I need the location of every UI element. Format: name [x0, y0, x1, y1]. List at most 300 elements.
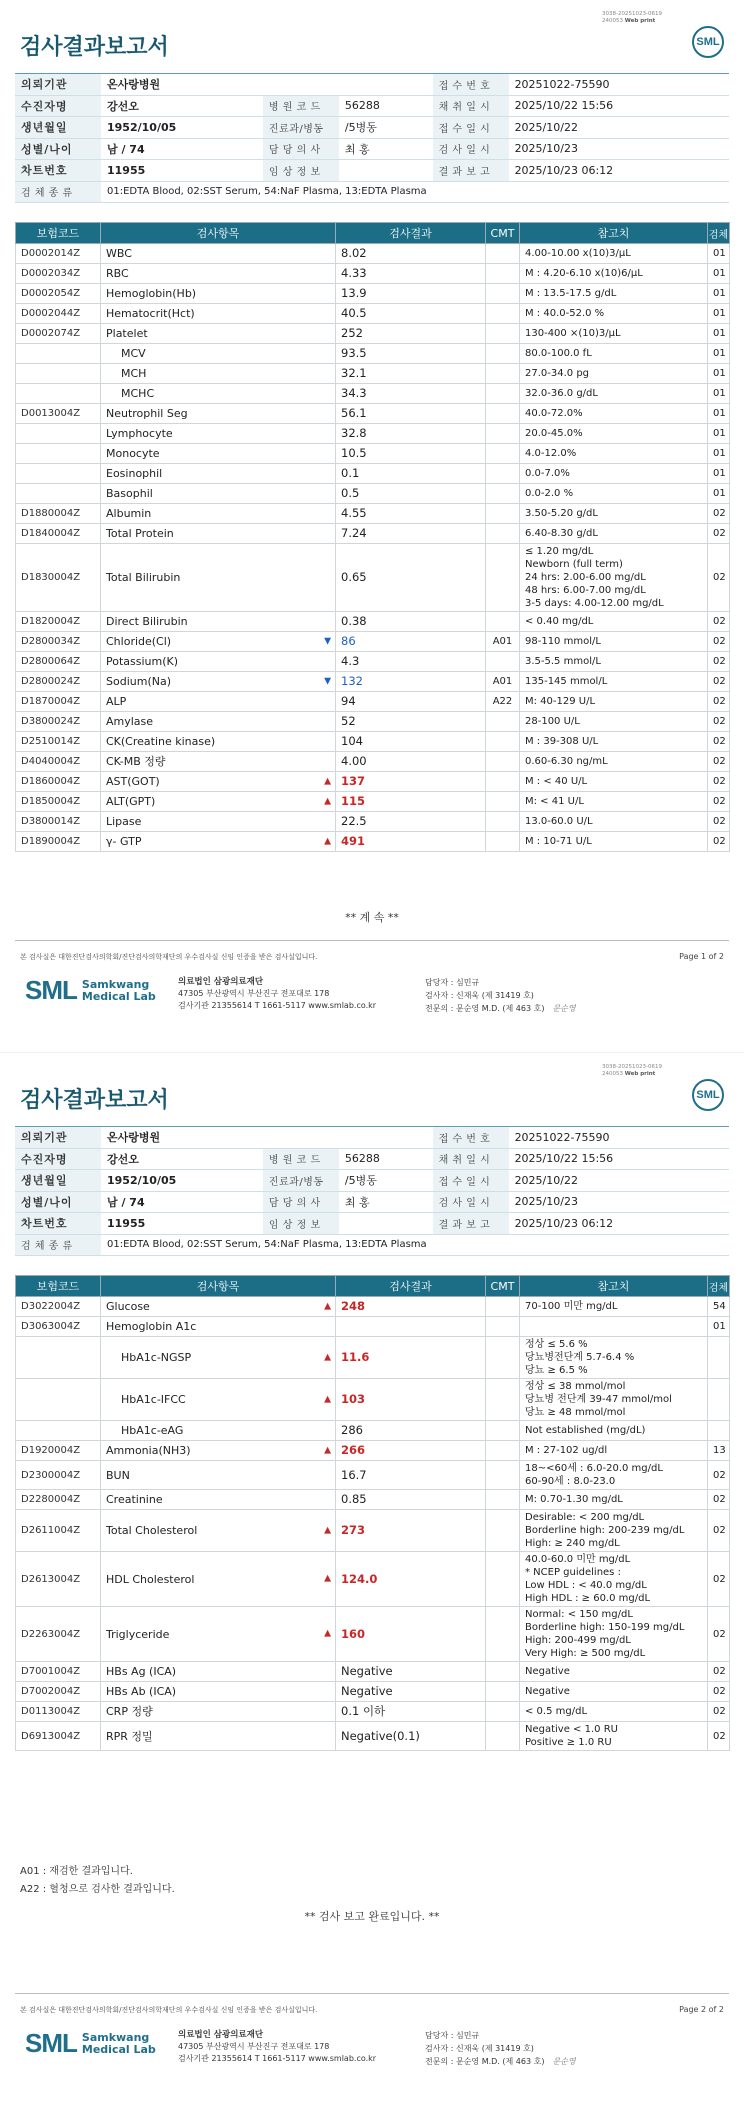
specimen-code: 02: [708, 544, 730, 612]
reference-range: M : 40.0-52.0 %: [520, 304, 708, 324]
specimen-code: 01: [708, 1317, 730, 1337]
signature: 문순영: [552, 1004, 576, 1013]
insurance-code: D1890004Z: [16, 832, 101, 852]
specimen-code: 02: [708, 652, 730, 672]
test-name: MCV: [121, 347, 146, 360]
reference-range: 6.40-8.30 g/dL: [520, 524, 708, 544]
test-result: 0.1: [336, 464, 486, 484]
test-name: MCHC: [121, 387, 155, 400]
result-row: [16, 1490, 730, 1510]
reference-range: Negative < 1.0 RU Positive ≥ 1.0 RU: [520, 1722, 708, 1751]
result-row: [16, 464, 730, 484]
insurance-code: [16, 1421, 101, 1441]
specimen-code: 02: [708, 1722, 730, 1751]
test-name: RPR 정밀: [106, 1729, 153, 1743]
insurance-code: D1920004Z: [16, 1441, 101, 1461]
specimen-code: 01: [708, 344, 730, 364]
insurance-code: D0013004Z: [16, 404, 101, 424]
specimen-code: 13: [708, 1441, 730, 1461]
reference-range: 4.00-10.00 x(10)3/μL: [520, 244, 708, 264]
test-result: 0.1 이하: [336, 1702, 486, 1722]
test-name: Neutrophil Seg: [106, 407, 188, 420]
reference-range: M : 27-102 ug/dl: [520, 1441, 708, 1461]
insurance-code: D2800034Z: [16, 632, 101, 652]
result-row: [16, 304, 730, 324]
result-row: [16, 632, 730, 652]
comment-code: [486, 1662, 520, 1682]
reference-range: < 0.40 mg/dL: [520, 612, 708, 632]
result-row: [16, 324, 730, 344]
report-complete-note: ** 검사 보고 완료입니다. **: [304, 1910, 440, 1923]
specimen-code: 02: [708, 692, 730, 712]
test-name: Glucose: [106, 1300, 150, 1313]
high-flag-icon: ▲: [324, 1301, 331, 1311]
results-body-page-2: [16, 1297, 730, 1751]
test-name: Chloride(Cl): [106, 635, 172, 648]
high-flag-icon: ▲: [324, 1628, 331, 1639]
test-name: Total Protein: [106, 527, 174, 540]
comment-code: [486, 772, 520, 792]
comment-code: [486, 544, 520, 612]
test-name: Lipase: [106, 815, 142, 828]
insurance-code: D3063004Z: [16, 1317, 101, 1337]
high-flag-icon: ▲: [324, 796, 331, 806]
reference-range: 70-100 미만 mg/dL: [520, 1297, 708, 1317]
specimen-code: 02: [708, 524, 730, 544]
reference-range: 3.50-5.20 g/dL: [520, 504, 708, 524]
reference-range: [520, 1317, 708, 1337]
comment-code: [486, 832, 520, 852]
comment-code: [486, 504, 520, 524]
result-row: [16, 444, 730, 464]
insurance-code: D1870004Z: [16, 692, 101, 712]
specimen-code: 02: [708, 1702, 730, 1722]
test-name: AST(GOT): [106, 775, 160, 788]
test-result: 13.9: [336, 284, 486, 304]
insurance-code: D2300004Z: [16, 1461, 101, 1490]
result-row: [16, 1337, 730, 1379]
reference-range: 32.0-36.0 g/dL: [520, 384, 708, 404]
reference-range: 20.0-45.0%: [520, 424, 708, 444]
test-result: 32.8: [336, 424, 486, 444]
high-flag-icon: ▲: [324, 1352, 331, 1362]
specimen-code: 02: [708, 1490, 730, 1510]
test-name: γ- GTP: [106, 835, 142, 848]
result-row: [16, 1662, 730, 1682]
report-page-2: [0, 1052, 744, 2104]
comment-code: A01: [486, 672, 520, 692]
footer-logo: SML Samkwang Medical Lab: [25, 2028, 156, 2058]
comment-code: [486, 1682, 520, 1702]
test-result: 4.33: [336, 264, 486, 284]
result-row: [16, 424, 730, 444]
high-flag-icon: ▲: [324, 1394, 331, 1404]
result-row: [16, 1552, 730, 1607]
test-name: Hemoglobin(Hb): [106, 287, 197, 300]
comment-code: [486, 732, 520, 752]
report-title: 검사결과보고서: [20, 35, 169, 60]
reference-range: 0.0-2.0 %: [520, 484, 708, 504]
test-result: 11.6: [336, 1337, 486, 1379]
test-result: 286: [336, 1421, 486, 1441]
reference-range: M : 13.5-17.5 g/dL: [520, 284, 708, 304]
test-name: BUN: [106, 1468, 130, 1482]
result-row: [16, 732, 730, 752]
test-result: 4.3: [336, 652, 486, 672]
organization-info: 의료법인 삼광의료재단 47305 부산광역시 부산진구 전포대로 178 검사기관 21355614 T 1661-5117 www.smlab.co.kr: [178, 2030, 377, 2063]
insurance-code: D0002014Z: [16, 244, 101, 264]
insurance-code: D2611004Z: [16, 1510, 101, 1552]
reference-range: 정상 ≤ 5.6 % 당뇨병전단계 5.7-6.4 % 당뇨 ≥ 6.5 %: [520, 1337, 708, 1379]
test-result: 104: [336, 732, 486, 752]
comment-code: [486, 324, 520, 344]
specimen-code: 02: [708, 832, 730, 852]
reference-range: < 0.5 mg/dL: [520, 1702, 708, 1722]
insurance-code: D1830004Z: [16, 544, 101, 612]
result-row: [16, 244, 730, 264]
certification-note: 본 검사실은 대한진단검사의학회/진단검사의학재단의 우수검사실 신임 인증을 받은 검사실입니다.: [20, 953, 318, 961]
comment-notes: A01 : 재검한 결과입니다. A22 : 혈청으로 검사한 결과입니다.: [20, 1866, 175, 1895]
test-name: Total Cholesterol: [106, 1524, 198, 1537]
reference-range: 135-145 mmol/L: [520, 672, 708, 692]
footer-divider: [15, 940, 729, 941]
high-flag-icon: ▲: [324, 776, 331, 786]
result-row: [16, 264, 730, 284]
comment-code: [486, 792, 520, 812]
comment-code: [486, 244, 520, 264]
reference-range: 0.60-6.30 ng/mL: [520, 752, 708, 772]
reference-range: Negative: [520, 1662, 708, 1682]
test-result: 132: [336, 672, 486, 692]
insurance-code: D0002054Z: [16, 284, 101, 304]
specimen-code: 02: [708, 732, 730, 752]
test-name: WBC: [106, 247, 132, 260]
specimen-code: 02: [708, 1607, 730, 1662]
insurance-code: D0113004Z: [16, 1702, 101, 1722]
insurance-code: D2800064Z: [16, 652, 101, 672]
comment-code: [486, 484, 520, 504]
test-name: Hemoglobin A1c: [106, 1320, 197, 1333]
reference-range: Desirable: < 200 mg/dL Borderline high: 200-239 mg/dL High: ≥ 240 mg/dL: [520, 1510, 708, 1552]
insurance-code: D1880004Z: [16, 504, 101, 524]
test-result: 103: [336, 1379, 486, 1421]
insurance-code: D2280004Z: [16, 1490, 101, 1510]
footer-logo: SML Samkwang Medical Lab: [25, 975, 156, 1005]
test-result: 10.5: [336, 444, 486, 464]
test-result: Negative(0.1): [336, 1722, 486, 1751]
specimen-code: 01: [708, 284, 730, 304]
result-row: [16, 692, 730, 712]
patient-info-table: 의뢰기관 온사랑병원 접 수 번 호 20251022-75590 수진자명 강선오 병 원 코 드 56288 채 취 일 시 2025/10/22 15:56 생년월일 1952/10/05 진료과/병동 /5병동 접 수 일 시 2025/10/22 성별/나이 남 / 74 담 당 의 사 최 홍 검 사 일 시 2025/10/23 차트번호 11955 임 상 정 보 결 과 보 고 2025/10/23 06:12 검 체 종 류 01:EDTA Blood, 02:SST Serum, 54:NaF Plasma, 13:EDTA Plasma: [15, 1126, 729, 1256]
comment-code: [486, 1552, 520, 1607]
specimen-code: 02: [708, 752, 730, 772]
comment-code: [486, 364, 520, 384]
test-name: Ammonia(NH3): [106, 1444, 191, 1457]
comment-code: [486, 1461, 520, 1490]
test-name: Creatinine: [106, 1493, 163, 1506]
reference-range: 4.0-12.0%: [520, 444, 708, 464]
low-flag-icon: ▼: [324, 676, 331, 686]
reference-range: 18~<60세 : 6.0-20.0 mg/dL 60-90세 : 8.0-23.0: [520, 1461, 708, 1490]
result-row: [16, 652, 730, 672]
specimen-code: 02: [708, 632, 730, 652]
comment-code: [486, 444, 520, 464]
comment-code: [486, 464, 520, 484]
staff-info: 담당자 : 심민규 검사자 : 신재욱 (제 31419 호) 전문의 : 문순영 M.D. (제 463 호) 문순영: [425, 978, 576, 1013]
specimen-code: 01: [708, 464, 730, 484]
reference-range: 80.0-100.0 fL: [520, 344, 708, 364]
result-row: [16, 1379, 730, 1421]
result-row: [16, 1682, 730, 1702]
comment-code: [486, 1317, 520, 1337]
certification-note: 본 검사실은 대한진단검사의학회/진단검사의학재단의 우수검사실 신임 인증을 받은 검사실입니다.: [20, 2006, 318, 2014]
high-flag-icon: ▲: [324, 1525, 331, 1535]
result-row: [16, 772, 730, 792]
test-name: Amylase: [106, 715, 154, 728]
test-result: [336, 1317, 486, 1337]
insurance-code: D1820004Z: [16, 612, 101, 632]
test-result: 0.38: [336, 612, 486, 632]
high-flag-icon: ▲: [324, 836, 331, 846]
results-body-page-1: [16, 244, 730, 852]
test-name: HDL Cholesterol: [106, 1572, 195, 1586]
low-flag-icon: ▼: [324, 636, 331, 646]
insurance-code: [16, 1379, 101, 1421]
specimen-code: 02: [708, 504, 730, 524]
test-name: Eosinophil: [106, 467, 163, 480]
comment-code: [486, 812, 520, 832]
result-row: [16, 284, 730, 304]
comment-code: [486, 344, 520, 364]
comment-code: [486, 264, 520, 284]
continue-note: ** 계 속 **: [345, 911, 399, 924]
staff-info: 담당자 : 심민규 검사자 : 신재욱 (제 31419 호) 전문의 : 문순영 M.D. (제 463 호) 문순영: [425, 2031, 576, 2066]
specimen-code: 02: [708, 1510, 730, 1552]
comment-code: [486, 1702, 520, 1722]
comment-code: [486, 524, 520, 544]
comment-code: [486, 752, 520, 772]
test-result: 273: [336, 1510, 486, 1552]
specimen-code: [708, 1379, 730, 1421]
reference-range: M: 0.70-1.30 mg/dL: [520, 1490, 708, 1510]
test-name: Platelet: [106, 327, 148, 340]
reference-range: M: < 41 U/L: [520, 792, 708, 812]
comment-code: [486, 1297, 520, 1317]
insurance-code: D0002044Z: [16, 304, 101, 324]
specimen-code: 02: [708, 1682, 730, 1702]
test-result: 16.7: [336, 1461, 486, 1490]
test-result: 266: [336, 1441, 486, 1461]
result-row: [16, 1461, 730, 1490]
reference-range: 13.0-60.0 U/L: [520, 812, 708, 832]
result-row: [16, 832, 730, 852]
insurance-code: [16, 444, 101, 464]
test-name: Hematocrit(Hct): [106, 307, 195, 320]
specimen-code: 01: [708, 404, 730, 424]
test-result: Negative: [336, 1662, 486, 1682]
test-result: 0.85: [336, 1490, 486, 1510]
specimen-code: [708, 1421, 730, 1441]
comment-code: [486, 1490, 520, 1510]
test-name: Lymphocyte: [106, 427, 173, 440]
specimen-code: [708, 1337, 730, 1379]
insurance-code: [16, 384, 101, 404]
result-row: [16, 404, 730, 424]
patient-info-table: 의뢰기관 온사랑병원 접 수 번 호 20251022-75590 수진자명 강선오 병 원 코 드 56288 채 취 일 시 2025/10/22 15:56 생년월일 1952/10/05 진료과/병동 /5병동 접 수 일 시 2025/10/22 성별/나이 남 / 74 담 당 의 사 최 홍 검 사 일 시 2025/10/23 차트번호 11955 임 상 정 보 결 과 보 고 2025/10/23 06:12 검 체 종 류 01:EDTA Blood, 02:SST Serum, 54:NaF Plasma, 13:EDTA Plasma: [15, 73, 729, 203]
reference-range: M: 40-129 U/L: [520, 692, 708, 712]
page-number: Page 2 of 2: [679, 2005, 724, 2014]
reference-range: Negative: [520, 1682, 708, 1702]
specimen-code: 01: [708, 324, 730, 344]
report-title: 검사결과보고서: [20, 1088, 169, 1113]
reference-range: 3.5-5.5 mmol/L: [520, 652, 708, 672]
reference-range: M : 39-308 U/L: [520, 732, 708, 752]
institution-value: 온사랑병원: [101, 74, 433, 96]
receipt-no-value: 20251022-75590: [509, 74, 729, 96]
insurance-code: [16, 1337, 101, 1379]
insurance-code: [16, 464, 101, 484]
comment-code: [486, 1379, 520, 1421]
test-name: ALP: [106, 695, 127, 708]
comment-code: [486, 652, 520, 672]
insurance-code: D2613004Z: [16, 1552, 101, 1607]
result-row: [16, 1317, 730, 1337]
reference-range: M : < 40 U/L: [520, 772, 708, 792]
specimen-code: 54: [708, 1297, 730, 1317]
result-row: [16, 1722, 730, 1751]
result-row: [16, 524, 730, 544]
insurance-code: [16, 364, 101, 384]
test-result: 93.5: [336, 344, 486, 364]
organization-info: 의료법인 삼광의료재단 47305 부산광역시 부산진구 전포대로 178 검사기관 21355614 T 1661-5117 www.smlab.co.kr: [178, 977, 377, 1010]
reference-range: 정상 ≤ 38 mmol/mol 당뇨병 전단계 39-47 mmol/mol 당뇨 ≥ 48 mmol/mol: [520, 1379, 708, 1421]
reference-range: M : 10-71 U/L: [520, 832, 708, 852]
sml-logo: SML: [692, 1079, 724, 1111]
test-name: CK-MB 정량: [106, 755, 166, 768]
test-name: HBs Ab (ICA): [106, 1685, 177, 1698]
test-result: 56.1: [336, 404, 486, 424]
specimen-code: 01: [708, 304, 730, 324]
specimen-code: 02: [708, 1662, 730, 1682]
result-row: [16, 792, 730, 812]
insurance-code: D7002004Z: [16, 1682, 101, 1702]
insurance-code: D6913004Z: [16, 1722, 101, 1751]
result-row: [16, 752, 730, 772]
results-table-page-1: 보험코드 검사항목 검사결과 CMT 참고치 검체 D0002014Z WBC 8.02 4.00-10.00 x(10)3/μL 01 D0002034Z RBC 4.33 M : 4.20-6.10 x(10)6/μL 01 D0002054Z Hemoglobin(Hb) 13.9 M : 13.5-17.5 g/dL 01 D0002044Z Hematocrit(Hct) 40.5 M : 40.0-52.0 % 01 D0002074Z Platelet 252 130-400 ×(10)3/μL 01 MCV 93.5 80.0-100.0 fL 01 MCH 32.1 27.0-34.0 pg 01 MCHC 34.3 32.0-36.0 g/dL 01 D0013004Z Neutrophil Seg 56.1 40.0-72.0% 01 Lymphocyte 32.8 20.0-45.0% 01 Monocyte 10.5 4.0-12.0% 01 Eosinophil 0.1 0.0-7.0% 01 Basophil 0.5 0.0-2.0 % 01 D1880004Z Albumin 4.55 3.50-5.20 g/dL 02 D1840004Z Total Protein 7.24 6.40-8.30 g/dL 02 D1830004Z Total Bilirubin 0.65 ≤ 1.20 mg/dL Newborn (full term) 24 hrs: 2.00-6.00 mg/dL 48 hrs: 6.00-7.00 mg/dL 3-5 days: 4.00-12.00 mg/dL 02 D1820004Z Direct Bilirubin 0.38 < 0.40 mg/dL 02 D2800034Z Chloride(Cl) ▼ 86 A01 98-110 mmol/L 02 D2800064Z Potassium(K) 4.3 3.5-5.5 mmol/L 02 D2800024Z Sodium(Na) ▼ 132 A01 135-145 mmol/L 02 D1870004Z ALP 94 A22 M: 40-129 U/L 02 D3800024Z Amylase 52 28-100 U/L 02 D2510014Z CK(Creatine kinase) 104 M : 39-308 U/L 02 D4040004Z CK-MB 정량 4.00 0.60-6.30 ng/mL 02 D1860004Z AST(GOT) ▲ 137 M : < 40 U/L 02 D1850004Z ALT(GPT) ▲ 115 M: < 41 U/L 02 D3800014Z Lipase 22.5 13.0-60.0 U/L 02 D1890004Z γ- GTP ▲ 491 M : 10-71 U/L 02: [15, 222, 730, 852]
insurance-code: D0002074Z: [16, 324, 101, 344]
high-flag-icon: ▲: [324, 1445, 331, 1455]
test-result: 22.5: [336, 812, 486, 832]
comment-code: [486, 612, 520, 632]
comment-code: [486, 1607, 520, 1662]
test-result: 86: [336, 632, 486, 652]
test-result: Negative: [336, 1682, 486, 1702]
specimen-code: 02: [708, 792, 730, 812]
test-result: 0.5: [336, 484, 486, 504]
test-result: 4.00: [336, 752, 486, 772]
high-flag-icon: ▲: [324, 1573, 331, 1584]
result-row: [16, 364, 730, 384]
insurance-code: [16, 484, 101, 504]
result-row: [16, 1607, 730, 1662]
reference-range: 0.0-7.0%: [520, 464, 708, 484]
comment-code: [486, 1722, 520, 1751]
comment-code: [486, 424, 520, 444]
insurance-code: D4040004Z: [16, 752, 101, 772]
test-name: Total Bilirubin: [106, 571, 181, 584]
test-name: CRP 정량: [106, 1705, 153, 1718]
insurance-code: D3800014Z: [16, 812, 101, 832]
reference-range: M : 4.20-6.10 x(10)6/μL: [520, 264, 708, 284]
test-result: 94: [336, 692, 486, 712]
comment-code: [486, 1421, 520, 1441]
test-result: 124.0: [336, 1552, 486, 1607]
test-name: HBs Ag (ICA): [106, 1665, 177, 1678]
insurance-code: D3022004Z: [16, 1297, 101, 1317]
test-name: Albumin: [106, 507, 152, 520]
result-row: [16, 344, 730, 364]
test-name: ALT(GPT): [106, 795, 156, 808]
specimen-code: 02: [708, 612, 730, 632]
insurance-code: [16, 344, 101, 364]
insurance-code: D1850004Z: [16, 792, 101, 812]
insurance-code: D1860004Z: [16, 772, 101, 792]
test-result: 248: [336, 1297, 486, 1317]
reference-range: 28-100 U/L: [520, 712, 708, 732]
result-row: [16, 504, 730, 524]
test-name: Monocyte: [106, 447, 160, 460]
comment-code: [486, 384, 520, 404]
footer-divider: [15, 1993, 729, 1994]
specimen-code: 01: [708, 244, 730, 264]
test-result: 8.02: [336, 244, 486, 264]
test-name: HbA1c-eAG: [121, 1424, 184, 1437]
reference-range: 40.0-72.0%: [520, 404, 708, 424]
specimen-code: 01: [708, 424, 730, 444]
reference-range: 40.0-60.0 미만 mg/dL * NCEP guidelines : Low HDL : < 40.0 mg/dL High HDL : ≥ 60.0 mg/dL: [520, 1552, 708, 1607]
comment-code: [486, 284, 520, 304]
page-number: Page 1 of 2: [679, 952, 724, 961]
test-result: 491: [336, 832, 486, 852]
specimen-code: 01: [708, 444, 730, 464]
specimen-code: 02: [708, 772, 730, 792]
test-result: 115: [336, 792, 486, 812]
specimen-code: 01: [708, 484, 730, 504]
test-name: Triglyceride: [106, 1627, 170, 1641]
insurance-code: D1840004Z: [16, 524, 101, 544]
comment-code: A01: [486, 632, 520, 652]
test-name: Basophil: [106, 487, 153, 500]
test-result: 7.24: [336, 524, 486, 544]
specimen-code: 02: [708, 1552, 730, 1607]
result-row: [16, 672, 730, 692]
specimen-code: 01: [708, 384, 730, 404]
insurance-code: D2263004Z: [16, 1607, 101, 1662]
reference-range: 98-110 mmol/L: [520, 632, 708, 652]
sml-logo: SML: [692, 26, 724, 58]
result-row: [16, 544, 730, 612]
result-row: [16, 612, 730, 632]
comment-code: [486, 1510, 520, 1552]
result-row: [16, 1297, 730, 1317]
specimen-code: 02: [708, 812, 730, 832]
test-name: MCH: [121, 367, 147, 380]
reference-range: 130-400 ×(10)3/μL: [520, 324, 708, 344]
specimen-code: 02: [708, 1461, 730, 1490]
comment-code: [486, 1441, 520, 1461]
reference-range: Normal: < 150 mg/dL Borderline high: 150-199 mg/dL High: 200-499 mg/dL Very High: ≥ 500 mg/dL: [520, 1607, 708, 1662]
comment-code: [486, 1337, 520, 1379]
